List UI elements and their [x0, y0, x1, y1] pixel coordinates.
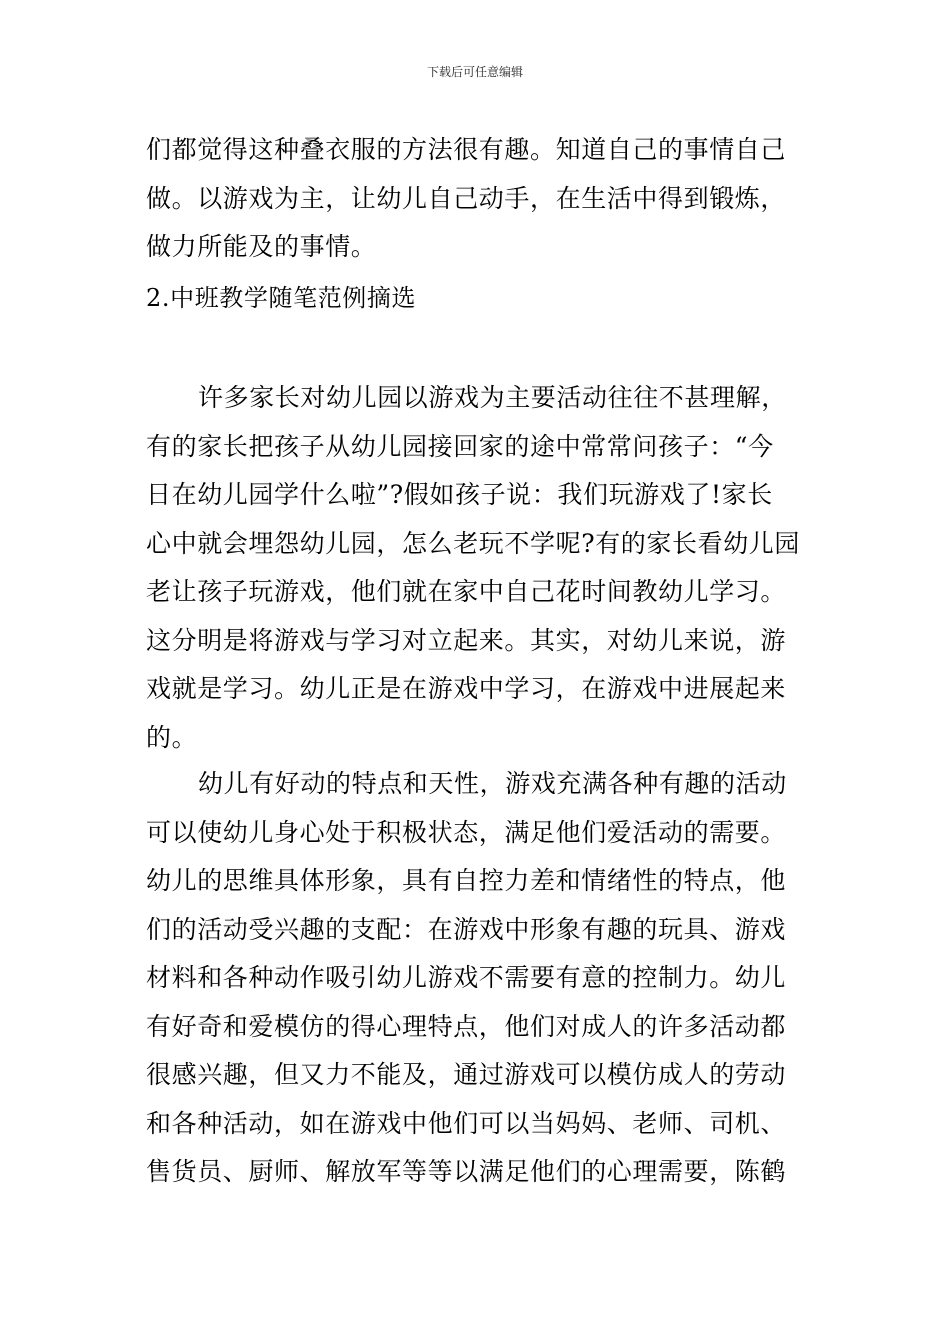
section-title: 2.中班教学随笔范例摘选 — [146, 284, 417, 312]
paragraph-2-block — [146, 760, 810, 1197]
header-note: 下载后可任意编辑 — [426, 65, 523, 79]
paragraph-2: 幼儿有好动的特点和天性，游戏充满各种有趣的活动 可以使幼儿身心处于积极状态，满足他们爱活动的需要。 幼儿的思维具体形象，具有自控力差和情绪性的特点，他 们的活动受兴趣的支配：在游戏中形象有趣的玩具、游戏 材料和各种动作吸引幼儿游戏不需要有意的控制力。幼儿 有好奇和爱模仿的得心理特点，他们对成人的许多活动都 很感兴趣，但又力不能及，通过游戏可以模仿成人的劳动 和各种活动，如在游戏中他们可以当妈妈、老师、司机、 售货员、厨师、解放军等等以满足他们的心理需要，陈鹤 — [146, 769, 787, 1186]
continuation-text — [146, 126, 810, 272]
paragraph-1: 许多家长对幼儿园以游戏为主要活动往往不甚理解， 有的家长把孩子从幼儿园接回家的途中常常问孩子：“今 日在幼儿园学什么啦”?假如孩子说：我们玩游戏了!家长 心中就会埋怨幼儿园，怎么老玩不学呢?有的家长看幼儿园 老让孩子玩游戏，他们就在家中自己花时间教幼儿学习。 这分明是将游戏与学习对立起来。其实，对幼儿来说，游 戏就是学习。幼儿正是在游戏中学习，在游戏中进展起来 的。 — [146, 383, 801, 752]
section-heading-block — [146, 274, 810, 323]
continuation-paragraph: 们都觉得这种叠衣服的方法很有趣。知道自己的事情自己 做。以游戏为主，让幼儿自己动手，在生活中得到锻炼， 做力所能及的事情。 — [146, 135, 787, 261]
paragraph-1-block — [146, 374, 810, 762]
